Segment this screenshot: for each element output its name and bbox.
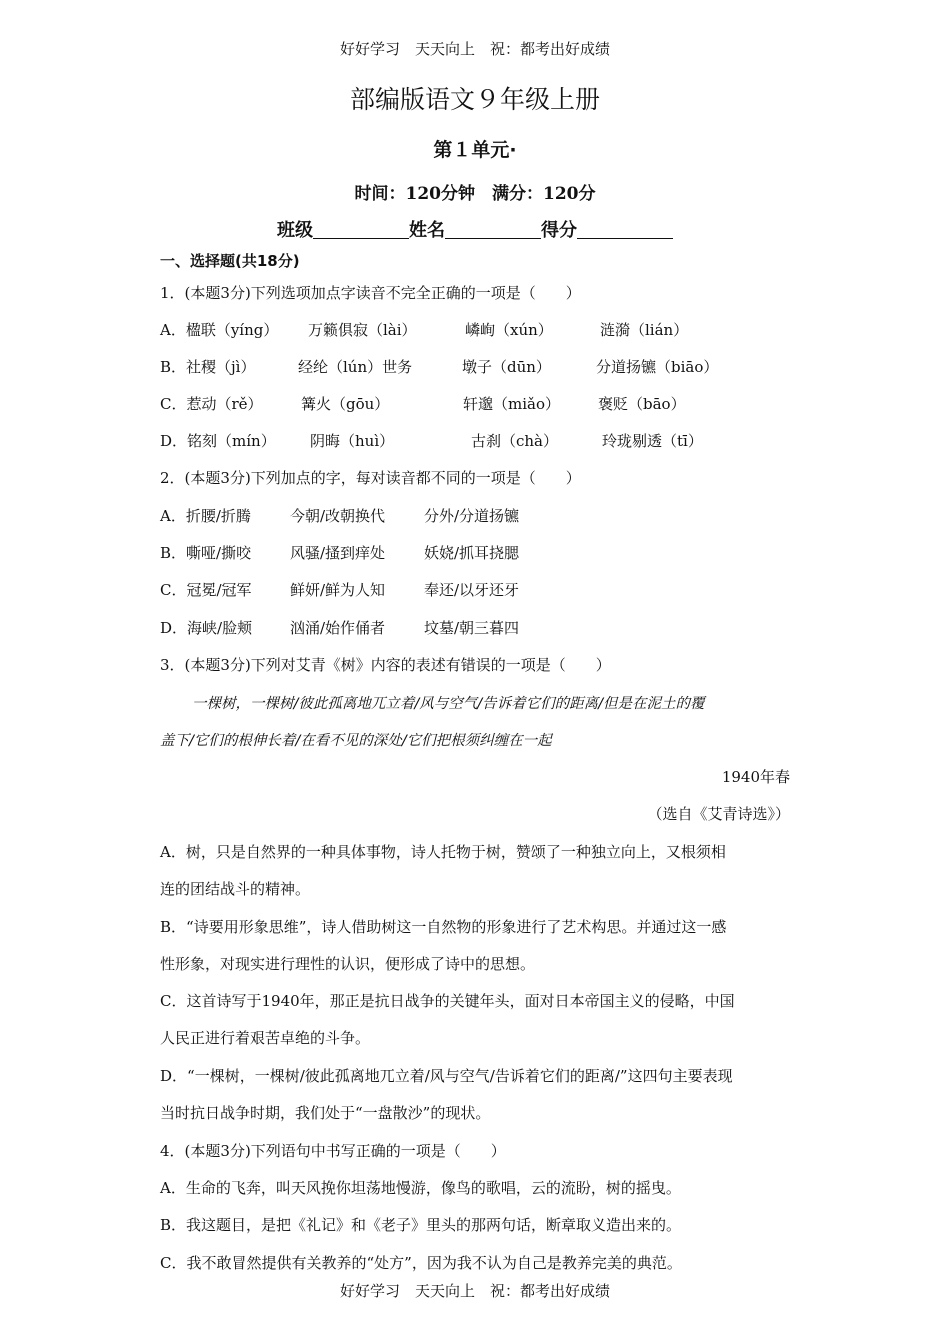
page-footer: 好好学习 天天向上 祝：都考出好成绩 [339,1282,610,1300]
q2-c-col1: C．冠冕/冠军 [160,581,252,599]
q3-poem-line-1: 一棵树，一棵树/彼此孤离地兀立着/风与空气/告诉着它们的距离/但是在泥土的覆 [192,696,705,712]
q3-stem: 3．(本题3分)下列对艾青《树》内容的表述有错误的一项是（ ） [160,656,611,674]
q1-b-col1: B．社稷（jì） [160,358,256,376]
q1-b-col3: 墩子（dūn） [462,358,551,376]
q4-option-b: B．我这题目，是把《礼记》和《老子》里头的那两句话，断章取义造出来的。 [160,1216,682,1234]
q1-stem: 1．(本题3分)下列选项加点字读音不完全正确的一项是（ ） [160,284,581,302]
exam-title: 部编版语文９年级上册 [349,85,600,114]
q1-c-col2: 篝火（gōu） [301,395,390,413]
q2-b-col3: 妖娆/抓耳挠腮 [424,544,520,562]
q3-poem-source: （选自《艾青诗选》） [647,805,790,823]
name-label: 姓名 [409,220,445,241]
student-info-row [0,216,950,242]
q1-a-col2: 万籁俱寂（lài） [308,321,417,339]
score-blank[interactable] [577,218,673,239]
section-heading: 一、选择题(共18分) [160,252,300,270]
q2-a-col3: 分外/分道扬镳 [424,507,520,525]
q2-a-col2: 今朝/改朝换代 [290,507,386,525]
name-blank[interactable] [445,218,541,239]
q1-c-col3: 轩邈（miǎo） [463,395,560,413]
q1-d-col2: 阴晦（huì） [310,432,395,450]
q1-b-col2: 经纶（lún）世务 [298,358,413,376]
q1-a-col3: 嶙峋（xún） [465,321,553,339]
q3-option-c-line-2: 人民正进行着艰苦卓绝的斗争。 [160,1029,371,1047]
page-header: 好好学习 天天向上 祝：都考出好成绩 [339,40,610,58]
q3-option-b-line-1: B．“诗要用形象思维”，诗人借助树这一自然物的形象进行了艺术构思。并通过这一感 [160,918,727,936]
q4-option-c: C．我不敢冒然提供有关教养的“处方”，因为我不认为自己是教养完美的典范。 [160,1254,682,1272]
q1-c-col1: C．惹动（rě） [160,395,263,413]
q3-option-d-line-2: 当时抗日战争时期，我们处于“一盘散沙”的现状。 [160,1104,491,1122]
time-info: 时间：120分钟 满分：120分 [354,184,596,204]
q2-c-col2: 鲜妍/鲜为人知 [290,581,386,599]
q3-option-a-line-1: A．树，只是自然界的一种具体事物，诗人托物于树，赞颂了一种独立向上，又根须相 [160,843,726,861]
q4-option-a: A．生命的飞奔，叫天风挽你坦荡地慢游，像鸟的歌唱，云的流盼，树的摇曳。 [160,1179,681,1197]
q1-c-col4: 褒贬（bāo） [598,395,686,413]
q3-option-a-line-2: 连的团结战斗的精神。 [160,880,311,898]
q1-a-col4: 涟漪（lián） [600,321,689,339]
q2-d-col3: 坟墓/朝三暮四 [424,619,520,637]
q4-stem: 4．(本题3分)下列语句中书写正确的一项是（ ） [160,1142,506,1160]
q1-d-col3: 古刹（chà） [471,432,559,450]
class-label: 班级 [277,220,313,241]
q2-a-col1: A．折腰/折腾 [160,507,251,525]
q1-d-col1: D．铭刻（mín） [160,432,276,450]
q1-b-col4: 分道扬镳（biāo） [596,358,719,376]
q2-d-col1: D．海峡/脸颊 [160,619,253,637]
score-label: 得分 [541,220,577,241]
q3-option-d-line-1: D．“一棵树，一棵树/彼此孤离地兀立着/风与空气/告诉着它们的距离/”这四句主要表现 [160,1067,733,1085]
q2-b-col2: 风骚/搔到痒处 [290,544,386,562]
unit-title: 第１单元· [433,139,517,161]
q2-d-col2: 汹涌/始作俑者 [290,619,386,637]
q1-a-col1: A．楹联（yíng） [160,321,279,339]
q2-b-col1: B．嘶哑/撕咬 [160,544,252,562]
q3-option-b-line-2: 性形象，对现实进行理性的认识，便形成了诗中的思想。 [160,955,536,973]
q3-poem-date: 1940年春 [721,768,790,786]
q3-option-c-line-1: C．这首诗写于1940年，那正是抗日战争的关键年头，面对日本帝国主义的侵略，中国 [160,992,735,1010]
q2-c-col3: 奉还/以牙还牙 [424,581,520,599]
class-blank[interactable] [313,218,409,239]
q3-poem-line-2: 盖下/它们的根伸长着/在看不见的深处/它们把根须纠缠在一起 [160,733,552,749]
q1-d-col4: 玲珑剔透（tī） [602,432,703,450]
q2-stem: 2．(本题3分)下列加点的字，每对读音都不同的一项是（ ） [160,469,581,487]
